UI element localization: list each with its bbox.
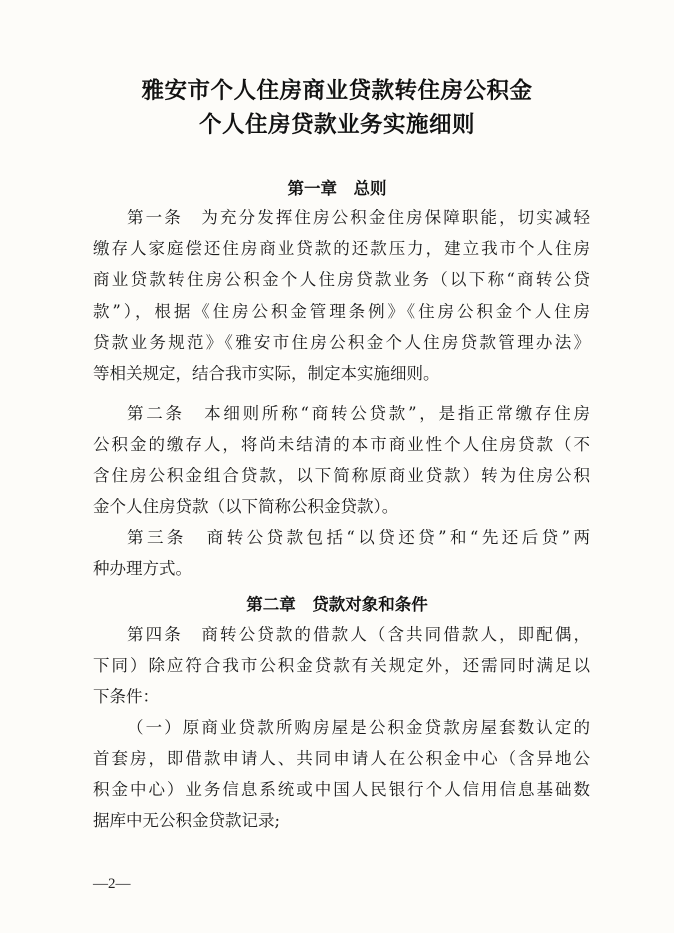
article-4-line: 下条件：: [93, 687, 159, 706]
article-3-line: 第三条 商转公贷款包括“以贷还贷”和“先还后贷”两: [127, 528, 590, 547]
page-number: —2—: [93, 876, 131, 892]
article-1-line: 商业贷款转住房公积金个人住房贷款业务（以下称“商转公贷: [93, 270, 590, 289]
article-1-line: 贷款业务规范》《雅安市住房公积金个人住房贷款管理办法》: [93, 333, 590, 352]
document-title-line-1: 雅安市个人住房商业贷款转住房公积金: [141, 78, 533, 104]
chapter-2-heading: 第二章 贷款对象和条件: [246, 595, 428, 614]
article-2-line: 公积金的缴存人，将尚未结清的本市商业性个人住房贷款（不: [93, 435, 590, 454]
article-4-line: 第四条 商转公贷款的借款人（含共同借款人，即配偶，: [127, 625, 590, 644]
article-1-line: 款”），根据《住房公积金管理条例》《住房公积金个人住房: [93, 302, 590, 321]
article-2-line: 金个人住房贷款（以下简称公积金贷款）。: [93, 497, 399, 516]
document-title-line-2: 个人住房贷款业务实施细则: [198, 112, 475, 138]
condition-item-1-line: （一）原商业贷款所购房屋是公积金贷款房屋套数认定的: [127, 718, 590, 737]
article-2-line: 第二条 本细则所称“商转公贷款”，是指正常缴存住房: [127, 404, 590, 423]
condition-item-1-line: 首套房，即借款申请人、共同申请人在公积金中心（含异地公: [93, 749, 590, 768]
condition-item-1-line: 据库中无公积金贷款记录;: [93, 811, 281, 830]
article-1-line: 缴存人家庭偿还住房商业贷款的还款压力，建立我市个人住房: [93, 239, 590, 258]
article-4-line: 下同）除应符合我市公积金贷款有关规定外，还需同时满足以: [93, 656, 590, 675]
chapter-1-heading: 第一章 总则: [287, 179, 387, 198]
condition-item-1-line: 积金中心）业务信息系统或中国人民银行个人信用信息基础数: [93, 780, 590, 799]
article-1-line: 第一条 为充分发挥住房公积金住房保障职能，切实减轻: [127, 208, 590, 227]
article-3-line: 种办理方式。: [93, 559, 192, 578]
article-1-line: 等相关规定，结合我市实际，制定本实施细则。: [93, 364, 440, 383]
article-2-line: 含住房公积金组合贷款，以下简称原商业贷款）转为住房公积: [93, 466, 590, 485]
